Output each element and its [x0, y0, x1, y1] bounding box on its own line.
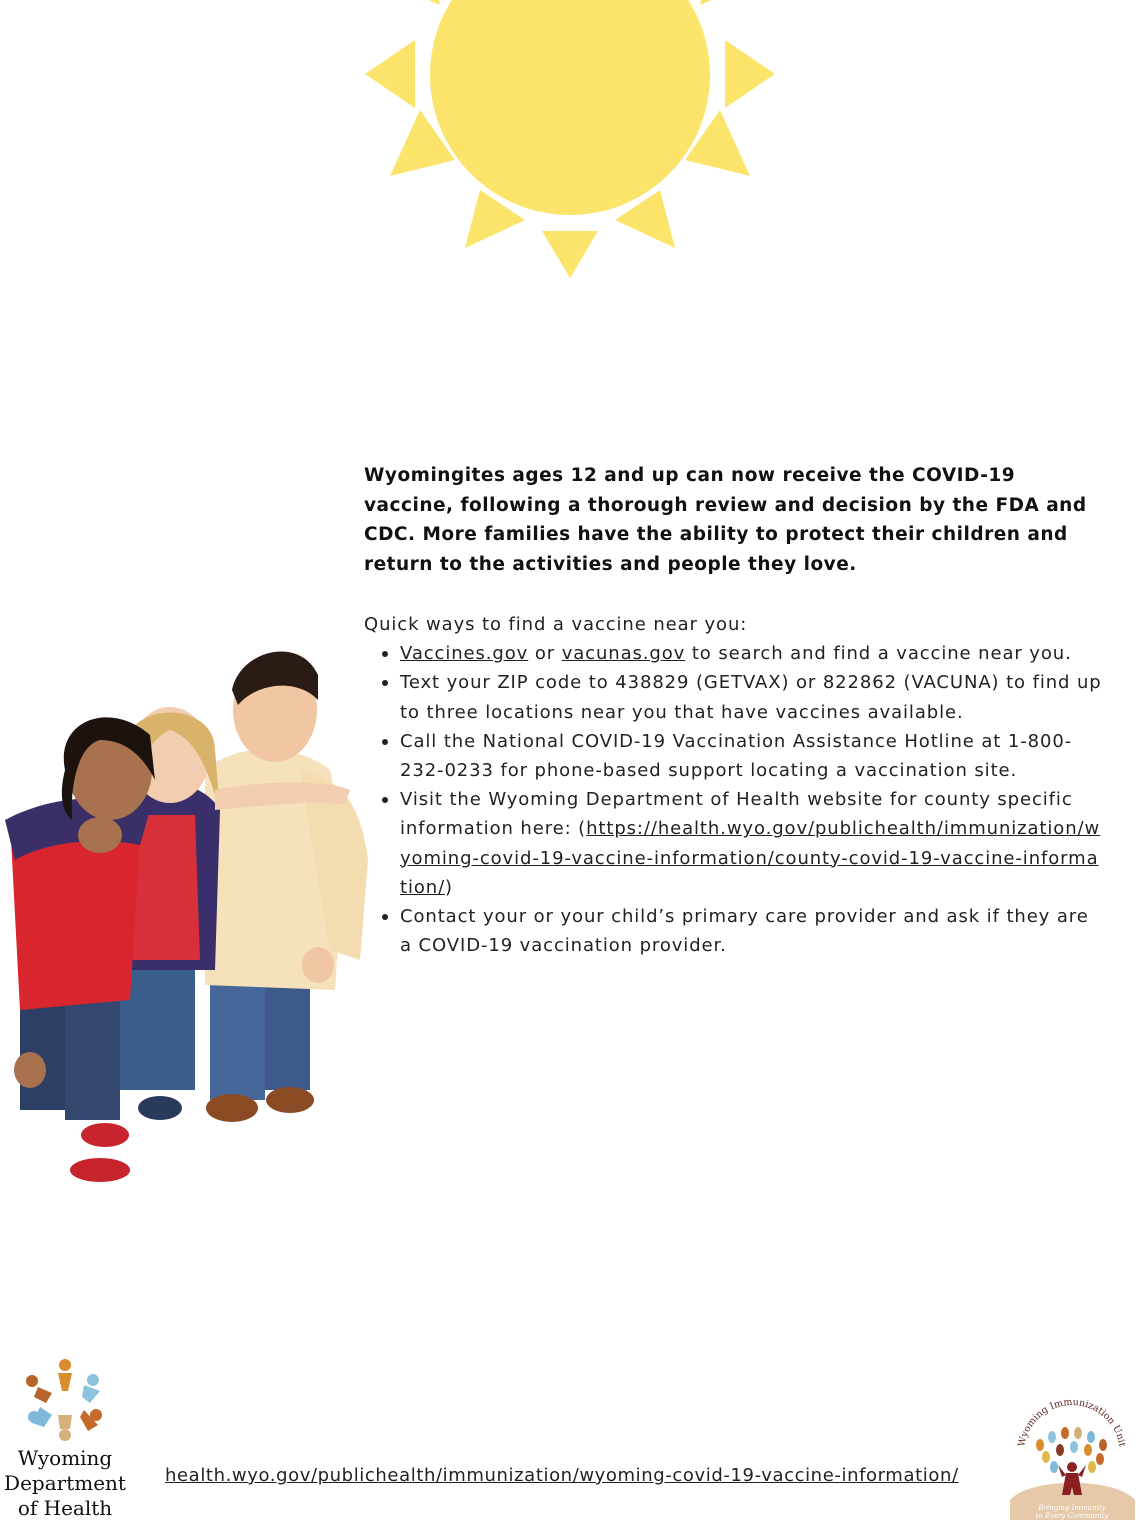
wdh-logo-icon [18, 1355, 113, 1445]
list-item: Text your ZIP code to 438829 (GETVAX) or 822862 (VACUNA) to find up to three locations near you that have vaccines available. [400, 668, 1104, 726]
svg-text:Wyoming Immunization Unit [1016, 1397, 1127, 1448]
vacunas-gov-link[interactable]: vacunas.gov [561, 643, 686, 665]
list-item [400, 785, 1104, 902]
wdh-line-2: Department [4, 1471, 126, 1495]
vaccine-finder-section [364, 610, 1104, 960]
dark-haired-girl-figure [5, 717, 155, 1182]
item1-rest: to search and find a vaccine near you. [685, 643, 1072, 665]
wdh-wordmark [0, 1446, 130, 1521]
finder-heading: Quick ways to find a vaccine near you: [364, 614, 748, 635]
intro-paragraph: Wyomingites ages 12 and up can now receive the COVID-19 vaccine, following a thorough review and decision by the FDA and CDC. More families have the ability to protect their children and return to the activities and people they love. [364, 465, 1087, 575]
open-paren: ( [578, 818, 587, 840]
wdh-line-1: Wyoming [17, 1446, 113, 1470]
wiu-arc-text: Wyoming Immunization Unit [1016, 1396, 1128, 1448]
sun-illustration [340, 0, 800, 300]
finder-list [364, 639, 1104, 960]
wdh-line-3: of Health [17, 1496, 113, 1520]
close-paren: ) [445, 876, 453, 898]
teens-photo [0, 630, 380, 1200]
list-item [400, 639, 1104, 668]
footer-vaccine-info-link[interactable]: health.wyo.gov/publichealth/immunization/wyoming-covid-19-vaccine-information/ [165, 1465, 959, 1486]
item4-text: Visit the Wyoming Department of Health website for county specific information here: [400, 789, 1073, 840]
wiu-tagline-1: Bringing Immunity [1038, 1504, 1106, 1512]
or-text: or [528, 643, 562, 665]
county-info-link[interactable]: https://health.wyo.gov/publichealth/immunization/wyoming-covid-19-vaccine-information/county-covid-19-vaccine-information/ [400, 818, 1101, 898]
wiu-logo-icon [1010, 1395, 1135, 1520]
boy-figure [205, 651, 368, 1122]
list-item: Contact your or your child’s primary care provider and ask if they are a COVID-19 vaccination provider. [400, 902, 1104, 960]
vaccines-gov-link[interactable]: Vaccines.gov [400, 643, 529, 665]
list-item: Call the National COVID-19 Vaccination Assistance Hotline at 1-800-232-0233 for phone-based support locating a vaccination site. [400, 727, 1104, 785]
wiu-tagline-2: to Every Community [1035, 1512, 1109, 1520]
